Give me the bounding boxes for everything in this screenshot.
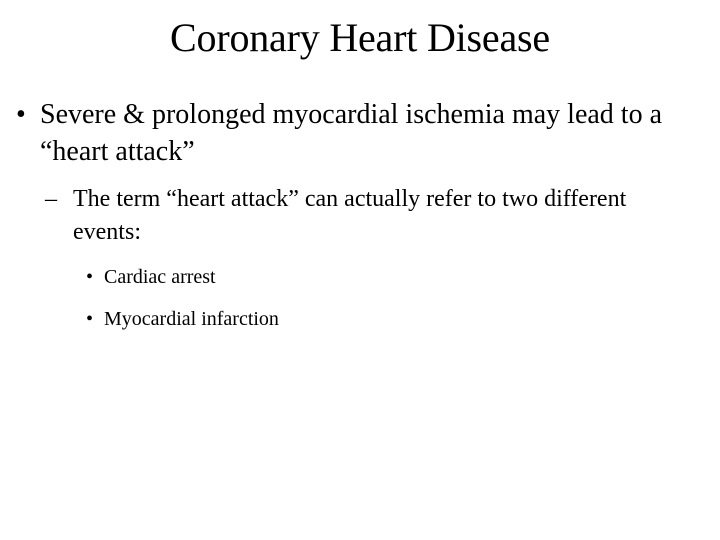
bullet-icon: • xyxy=(16,99,26,130)
bullet-icon: • xyxy=(86,266,94,288)
sub-point xyxy=(45,183,665,249)
sub-point-text: The term “heart attack” can actually refer to two different events: xyxy=(73,186,627,245)
list-item-text: Myocardial infarction xyxy=(104,308,279,330)
bullet-icon: • xyxy=(86,308,94,330)
list-item-text: Cardiac arrest xyxy=(104,266,216,288)
bullet-point-main xyxy=(16,96,706,170)
list-item-cardiac-arrest xyxy=(86,264,586,290)
slide-title: Coronary Heart Disease xyxy=(170,15,550,60)
bullet-text-main: Severe & prolonged myocardial ischemia may lead to a “heart attack” xyxy=(40,99,663,167)
list-item-myocardial-infarction xyxy=(86,306,586,332)
dash-icon: – xyxy=(45,186,57,212)
